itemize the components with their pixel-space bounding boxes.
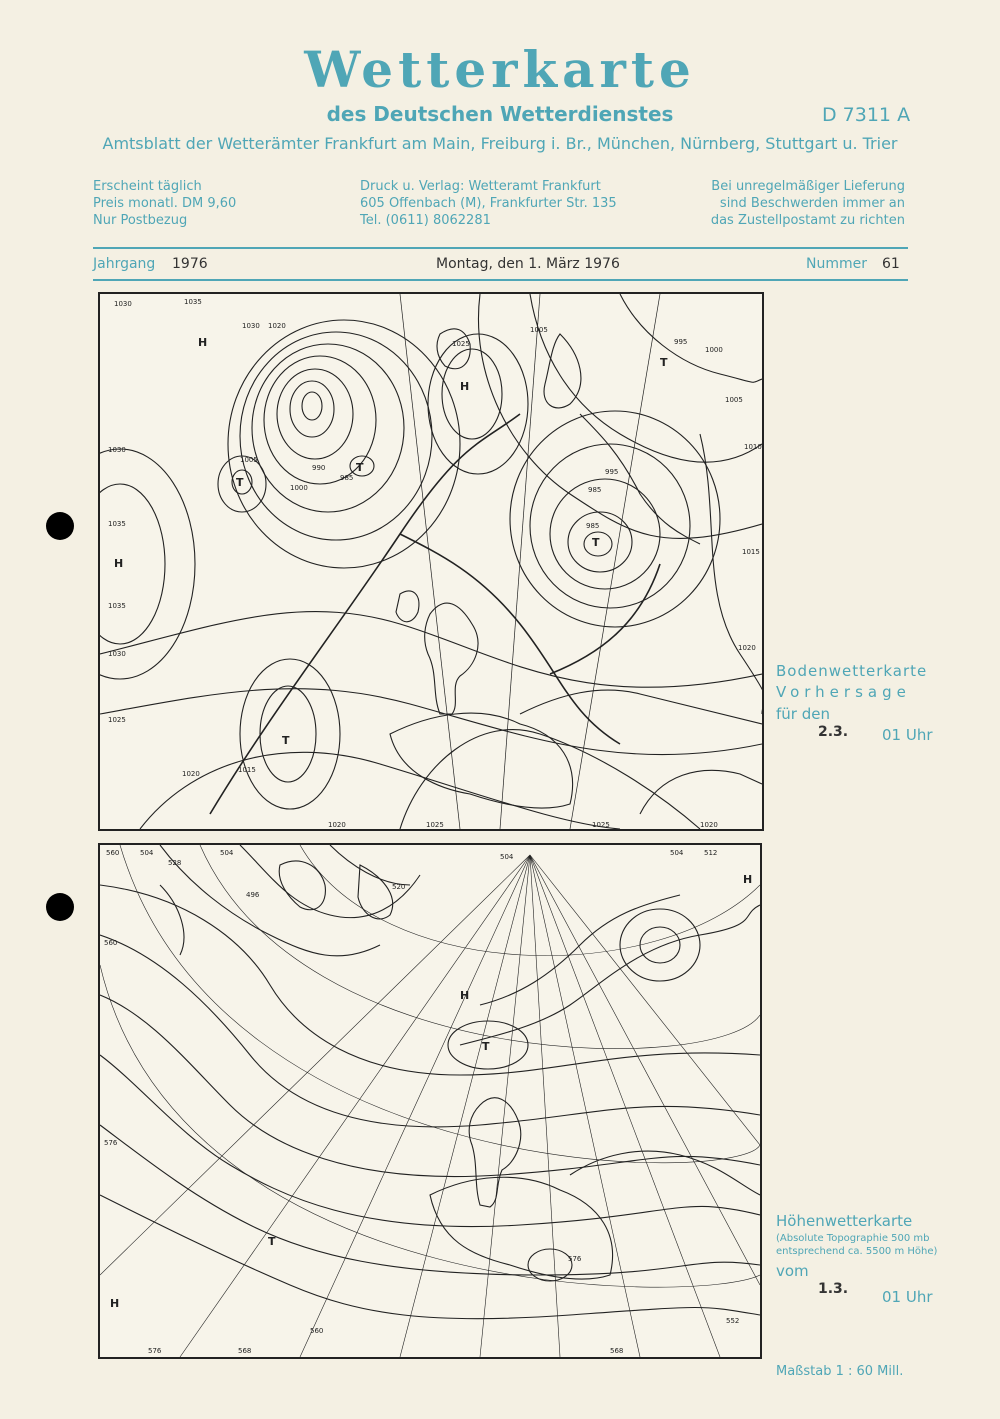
contour-label: 504 <box>140 849 154 857</box>
isobar-label: 1020 <box>700 821 718 829</box>
isobar-label: 990 <box>312 464 326 472</box>
isobar-label: 1025 <box>426 821 444 829</box>
contour-label: 568 <box>238 1347 252 1355</box>
isobar-label: 985 <box>588 486 602 494</box>
isobar-label: 985 <box>340 474 354 482</box>
isobar-label: 1035 <box>108 520 126 528</box>
pressure-low-label: T <box>236 476 244 489</box>
isobar-label: 1030 <box>108 650 126 658</box>
pressure-low-label: T <box>592 536 600 549</box>
pressure-high-label: H <box>743 873 753 886</box>
contour-label: 552 <box>726 1317 740 1325</box>
isobar-label: 1015 <box>742 548 760 556</box>
contour-label: 560 <box>310 1327 324 1335</box>
info-left <box>93 178 236 229</box>
pressure-high-label: H <box>460 989 470 1002</box>
surface-date: 2.3. <box>818 724 849 740</box>
punch-hole <box>46 893 74 921</box>
isobar-label: 1020 <box>268 322 286 330</box>
isobar-label: 1005 <box>725 396 743 404</box>
isobar-label: 1035 <box>108 602 126 610</box>
isobar-label: 1025 <box>592 821 610 829</box>
upper-time: 01 Uhr <box>882 1288 933 1306</box>
surface-time: 01 Uhr <box>882 726 933 744</box>
jahrgang-label: Jahrgang <box>93 256 156 272</box>
pressure-high-label: H <box>460 380 470 393</box>
publication-code: D 7311 A <box>822 104 911 126</box>
masthead-title: Wetterkarte <box>304 40 696 99</box>
surface-weather-map <box>98 292 764 831</box>
surface-caption-forecast: Vorhersage <box>776 683 911 701</box>
isobar-label: 1025 <box>108 716 126 724</box>
isobar-label: 995 <box>674 338 688 346</box>
header-rule-bottom <box>93 279 908 281</box>
masthead-subtitle: des Deutschen Wetterdienstes <box>326 102 674 126</box>
isobar-label: 1005 <box>530 326 548 334</box>
isobar-label: 1030 <box>114 300 132 308</box>
info-right <box>711 178 905 229</box>
contour-label: 560 <box>104 939 118 947</box>
official-gazette-line: Amtsblatt der Wetterämter Frankfurt am Main, Freiburg i. Br., München, Nürnberg, Stuttgart u. Trier <box>102 134 898 153</box>
isobar-label: 1030 <box>242 322 260 330</box>
upper-caption-note: (Absolute Topographie 500 mb <box>776 1233 930 1244</box>
issue-date: Montag, den 1. März 1976 <box>436 256 620 272</box>
contour-label: 576 <box>568 1255 582 1263</box>
isobar-label: 1010 <box>744 443 762 451</box>
info-right-line: sind Beschwerden immer an <box>719 196 905 211</box>
isobar-label: 1025 <box>452 340 470 348</box>
info-center-line: Druck u. Verlag: Wetteramt Frankfurt <box>360 179 601 194</box>
pressure-low-label: T <box>482 1040 490 1053</box>
info-center-line: 605 Offenbach (M), Frankfurter Str. 135 <box>360 196 617 211</box>
nummer-label: Nummer <box>806 256 867 272</box>
pressure-low-label: T <box>268 1235 276 1248</box>
contour-label: 504 <box>220 849 234 857</box>
isobar-label: 1000 <box>290 484 308 492</box>
info-left-line: Erscheint täglich <box>93 179 202 194</box>
info-left-line: Preis monatl. DM 9,60 <box>93 196 237 211</box>
pressure-low-label: T <box>356 461 364 474</box>
pressure-low-label: T <box>282 734 290 747</box>
punch-hole <box>46 512 74 540</box>
isobar-label: 1020 <box>328 821 346 829</box>
upper-caption: Höhenwetterkarte <box>776 1212 913 1230</box>
surface-caption: Bodenwetterkarte <box>776 662 928 680</box>
contour-label: 576 <box>104 1139 118 1147</box>
pressure-low-label: T <box>660 356 668 369</box>
pressure-high-label: H <box>114 557 124 570</box>
isobar-label: 1030 <box>108 446 126 454</box>
header-rule-top <box>93 247 908 249</box>
contour-label: 520 <box>392 883 406 891</box>
isobar-label: 1000 <box>705 346 723 354</box>
contour-label: 568 <box>610 1347 624 1355</box>
isobar-label: 1020 <box>182 770 200 778</box>
surface-map-canvas <box>100 294 762 829</box>
contour-label: 504 <box>500 853 514 861</box>
isobar-label: 1035 <box>184 298 202 306</box>
upper-caption-note: entsprechend ca. 5500 m Höhe) <box>776 1246 938 1257</box>
contour-label: 496 <box>246 891 260 899</box>
upper-map-canvas <box>100 845 760 1357</box>
info-center <box>360 178 617 229</box>
nummer-value: 61 <box>882 256 900 272</box>
isobar-label: 1020 <box>738 644 756 652</box>
surface-caption-for: für den <box>776 705 830 723</box>
info-center-line: Tel. (0611) 8062281 <box>360 213 491 228</box>
upper-air-map <box>98 843 762 1359</box>
isobar-label: 995 <box>605 468 619 476</box>
map-scale: Maßstab 1 : 60 Mill. <box>776 1364 904 1379</box>
isobar-label: 985 <box>586 522 600 530</box>
pressure-high-label: H <box>198 336 208 349</box>
upper-caption-from: vom <box>776 1262 809 1280</box>
contour-label: 576 <box>148 1347 162 1355</box>
info-right-line: das Zustellpostamt zu richten <box>710 213 905 228</box>
pressure-high-label: H <box>110 1297 120 1310</box>
contour-label: 504 <box>670 849 684 857</box>
upper-date: 1.3. <box>818 1281 849 1297</box>
isobar-label: 1015 <box>238 766 256 774</box>
isobar-label: 1005 <box>240 456 258 464</box>
info-left-line: Nur Postbezug <box>93 213 188 228</box>
contour-label: 560 <box>106 849 120 857</box>
jahrgang-value: 1976 <box>172 256 208 272</box>
contour-label: 512 <box>704 849 718 857</box>
contour-label: 528 <box>168 859 182 867</box>
info-right-line: Bei unregelmäßiger Lieferung <box>711 179 905 194</box>
